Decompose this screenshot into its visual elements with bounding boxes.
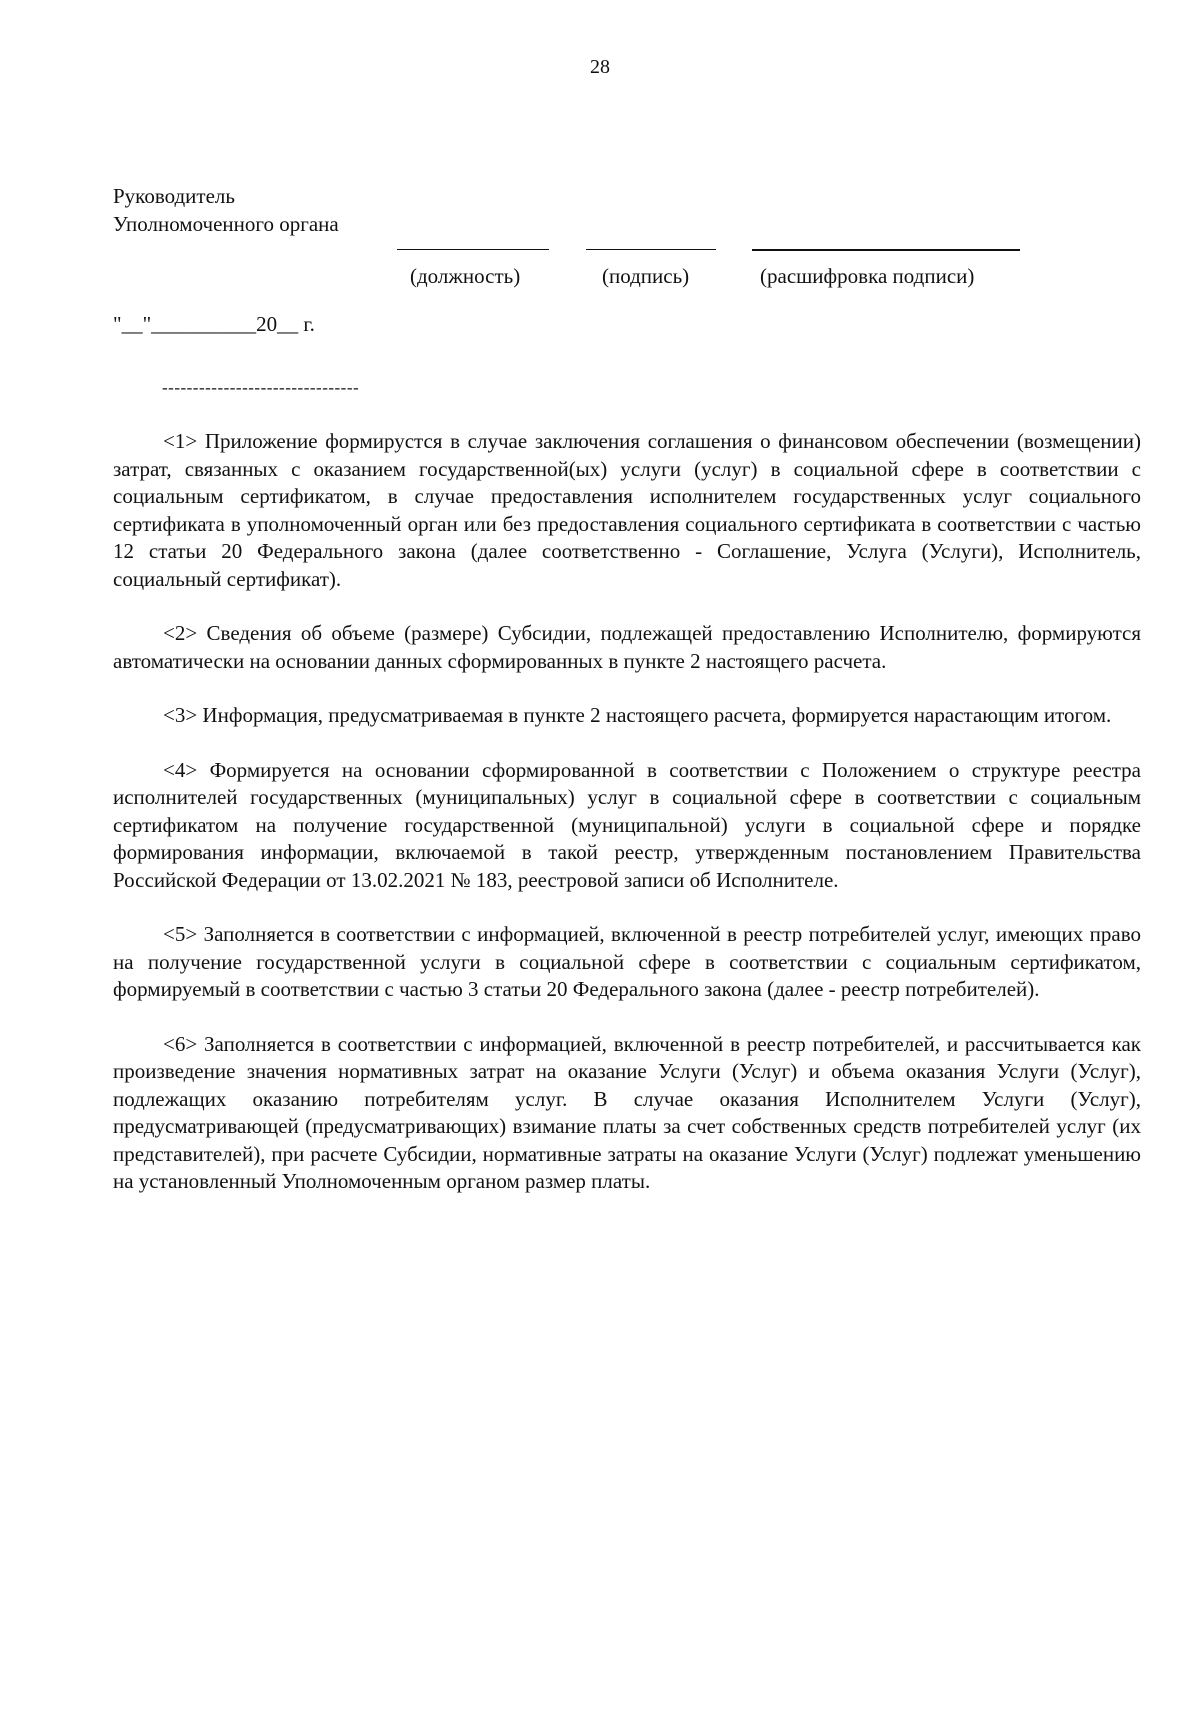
footnotes bbox=[113, 428, 1141, 1223]
footnote-separator: -------------------------------- bbox=[162, 378, 360, 397]
footnote-1: <1> Приложение формирустся в случае заключения соглашения о финансовом обеспечении (возмещении) затрат, связанных с оказанием государственной(ых) услуги (услуг) в социальной сфере в соответствии с социальным сертификатом, в случае предоставления исполнителем государственных услуг социального сертификата в уполномоченный орган или без предоставления социального сертификата в соответствии с частью 12 статьи 20 Федерального закона (далее соответственно - Соглашение, Услуга (Услуги), Исполнитель, социальный сертификат). bbox=[113, 429, 1141, 591]
position-caption: (должность) bbox=[410, 264, 521, 288]
signer-block bbox=[113, 182, 339, 238]
date-line: "__"__________20__ г. bbox=[113, 312, 315, 336]
page-number: 28 bbox=[590, 56, 610, 78]
footnote-4: <4> Формируется на основании сформированной в соответствии с Положением о структуре реестра исполнителей государственных (муниципальных) услуг в социальной сфере в соответствии с социальным сертификатом на получение государственной (муниципальной) услуги в социальной сфере и порядке формирования информации, включаемой в такой реестр, утвержденным постановлением Правительства Российской Федерации от 13.02.2021 № 183, реестровой записи об Исполнителе. bbox=[113, 757, 1141, 892]
signature-decoding-line bbox=[752, 249, 1020, 251]
signer-title-line2: Уполномоченного органа bbox=[113, 212, 339, 236]
footnote-3: <3> Информация, предусматриваемая в пункте 2 настоящего расчета, формируется нарастающим итогом. bbox=[163, 703, 1112, 727]
signature-decoding-caption: (расшифровка подписи) bbox=[760, 264, 975, 288]
signer-title-line1: Руководитель bbox=[113, 184, 235, 208]
signature-line bbox=[586, 249, 716, 250]
footnote-6: <6> Заполняется в соответствии с информацией, включенной в реестр потребителей, и рассчитывается как произведение значения нормативных затрат на оказание Услуги (Услуг) и объема оказания Услуги (Услуг), подлежащих оказанию потребителям услуг. В случае оказания Исполнителем Услуги (Услуг), предусматривающей (предусматривающих) взимание платы за счет собственных средств потребителей услуг (их представителей), при расчете Субсидии, нормативные затраты на оказание Услуги (Услуг) подлежат уменьшению на установленный Уполномоченным органом размер платы. bbox=[113, 1031, 1141, 1193]
footnote-5: <5> Заполняется в соответствии с информацией, включенной в реестр потребителей услуг, имеющих право на получение государственной услуги в социальной сфере в соответствии с социальным сертификатом, формируемый в соответствии с частью 3 статьи 20 Федерального закона (далее - реестр потребителей). bbox=[113, 922, 1141, 1001]
signature-caption: (подпись) bbox=[602, 264, 690, 288]
footnote-2: <2> Сведения об объеме (размере) Субсидии, подлежащей предоставлению Исполнителю, формируются автоматически на основании данных сформированных в пункте 2 настоящего расчета. bbox=[113, 621, 1141, 673]
position-line bbox=[397, 249, 549, 250]
